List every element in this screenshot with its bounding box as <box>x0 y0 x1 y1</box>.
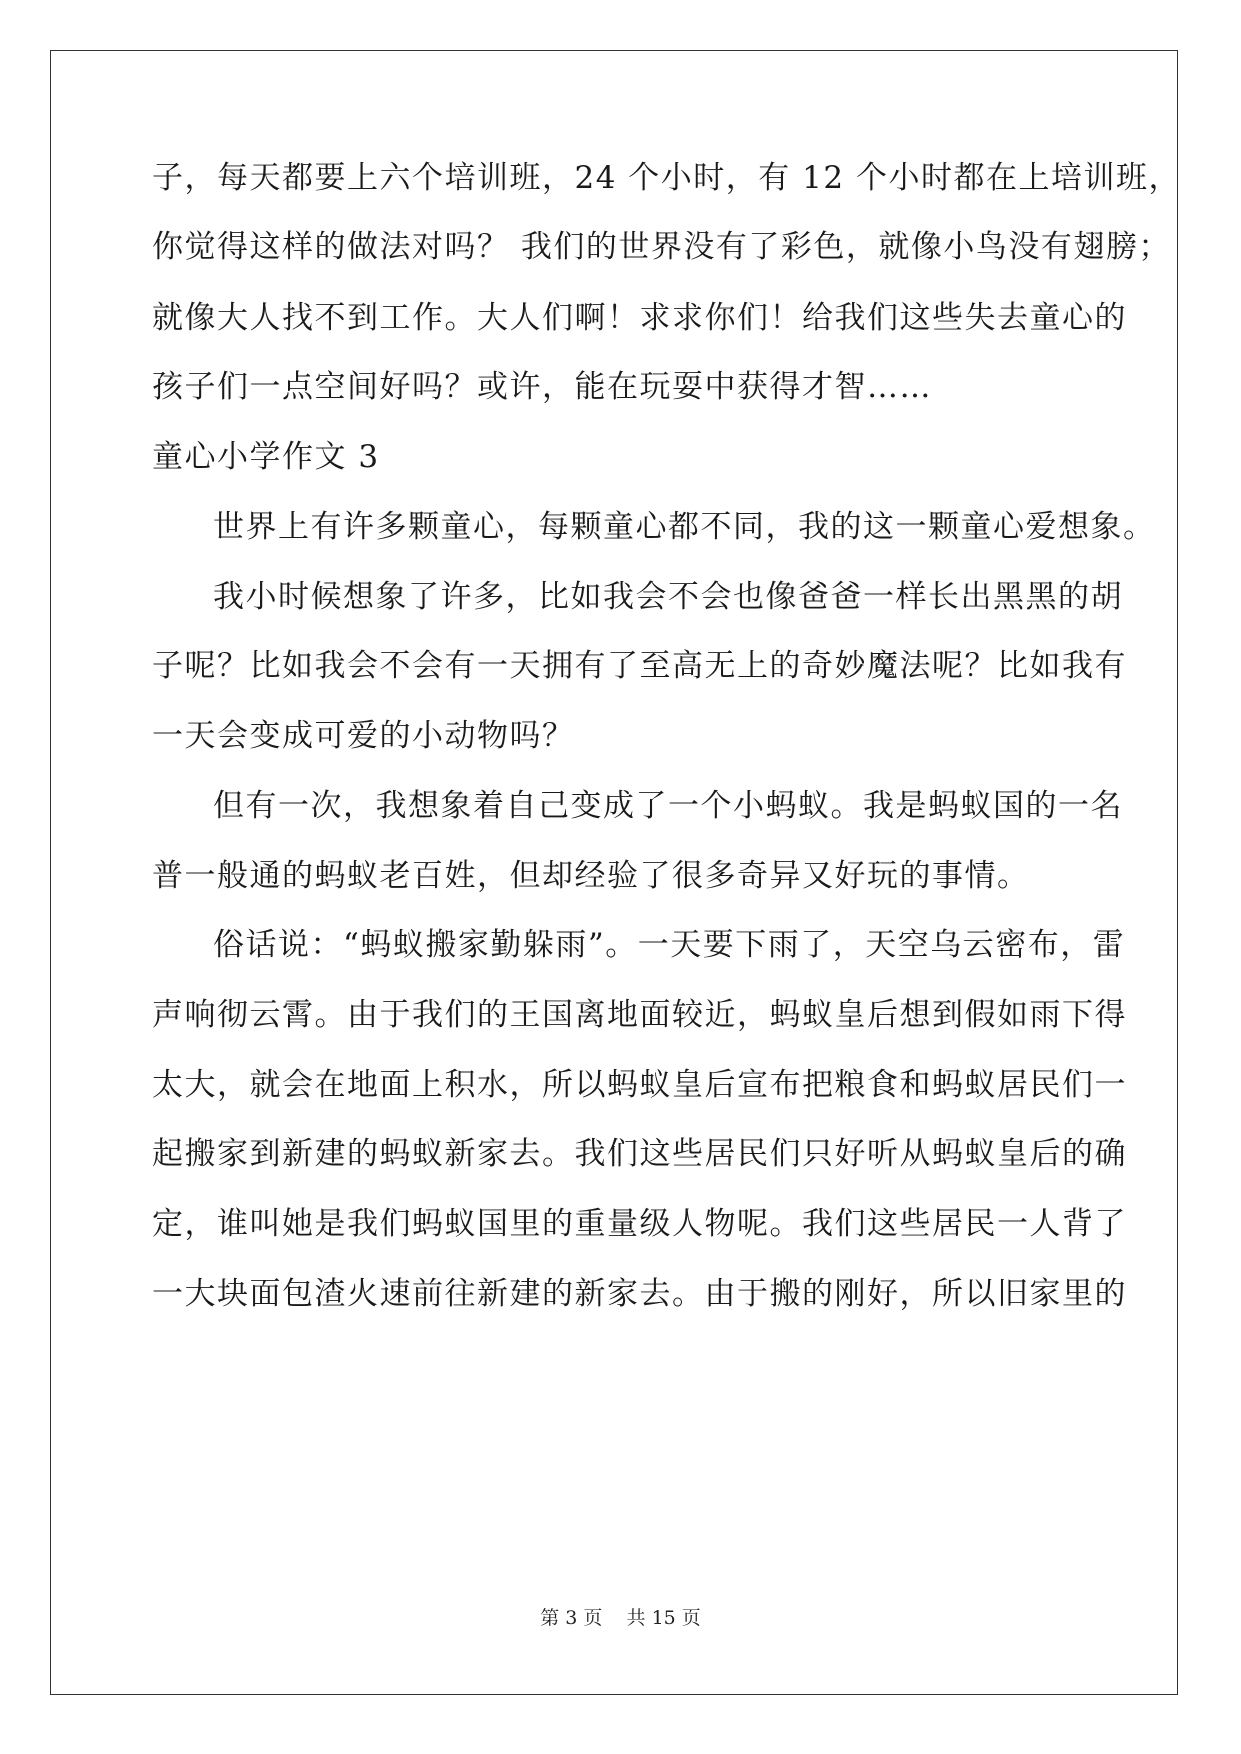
body-line: 定，谁叫她是我们蚂蚁国里的重量级人物呢。我们这些居民一人背了 <box>152 1206 1127 1242</box>
body-line: 你觉得这样的做法对吗？ 我们的世界没有了彩色，就像小鸟没有翅膀； <box>152 229 1171 265</box>
body-line: 子，每天都要上六个培训班，24 个小时，有 12 个小时都在上培训班， <box>152 160 1181 196</box>
body-line: 声响彻云霄。由于我们的王国离地面较近，蚂蚁皇后想到假如雨下得 <box>152 997 1127 1033</box>
page-total: 共 15 页 <box>626 1607 701 1629</box>
body-line: 俗话说：“蚂蚁搬家勤躲雨”。一天要下雨了，天空乌云密布，雷 <box>213 927 1126 963</box>
body-line: 一大块面包渣火速前往新建的新家去。由于搬的刚好，所以旧家里的 <box>152 1276 1127 1312</box>
body-line: 世界上有许多颗童心，每颗童心都不同，我的这一颗童心爱想象。 <box>213 509 1156 545</box>
body-line: 就像大人找不到工作。大人们啊！求求你们！给我们这些失去童心的 <box>152 300 1127 336</box>
body-line: 一天会变成可爱的小动物吗？ <box>152 718 575 754</box>
page-number: 第 3 页 <box>540 1607 603 1629</box>
page-footer <box>0 1606 1241 1630</box>
section-heading: 童心小学作文 3 <box>152 439 380 475</box>
body-line: 子呢？比如我会不会有一天拥有了至高无上的奇妙魔法呢？比如我有 <box>152 648 1127 684</box>
body-line: 孩子们一点空间好吗？或许，能在玩耍中获得才智…… <box>152 369 932 405</box>
body-line: 普一般通的蚂蚁老百姓，但却经验了很多奇异又好玩的事情。 <box>152 858 1030 894</box>
body-line: 起搬家到新建的蚂蚁新家去。我们这些居民们只好听从蚂蚁皇后的确 <box>152 1136 1127 1172</box>
body-line: 我小时候想象了许多，比如我会不会也像爸爸一样长出黑黑的胡 <box>213 579 1123 615</box>
body-line: 太大，就会在地面上积水，所以蚂蚁皇后宣布把粮食和蚂蚁居民们一 <box>152 1067 1127 1103</box>
body-line: 但有一次，我想象着自己变成了一个小蚂蚁。我是蚂蚁国的一名 <box>213 788 1123 824</box>
